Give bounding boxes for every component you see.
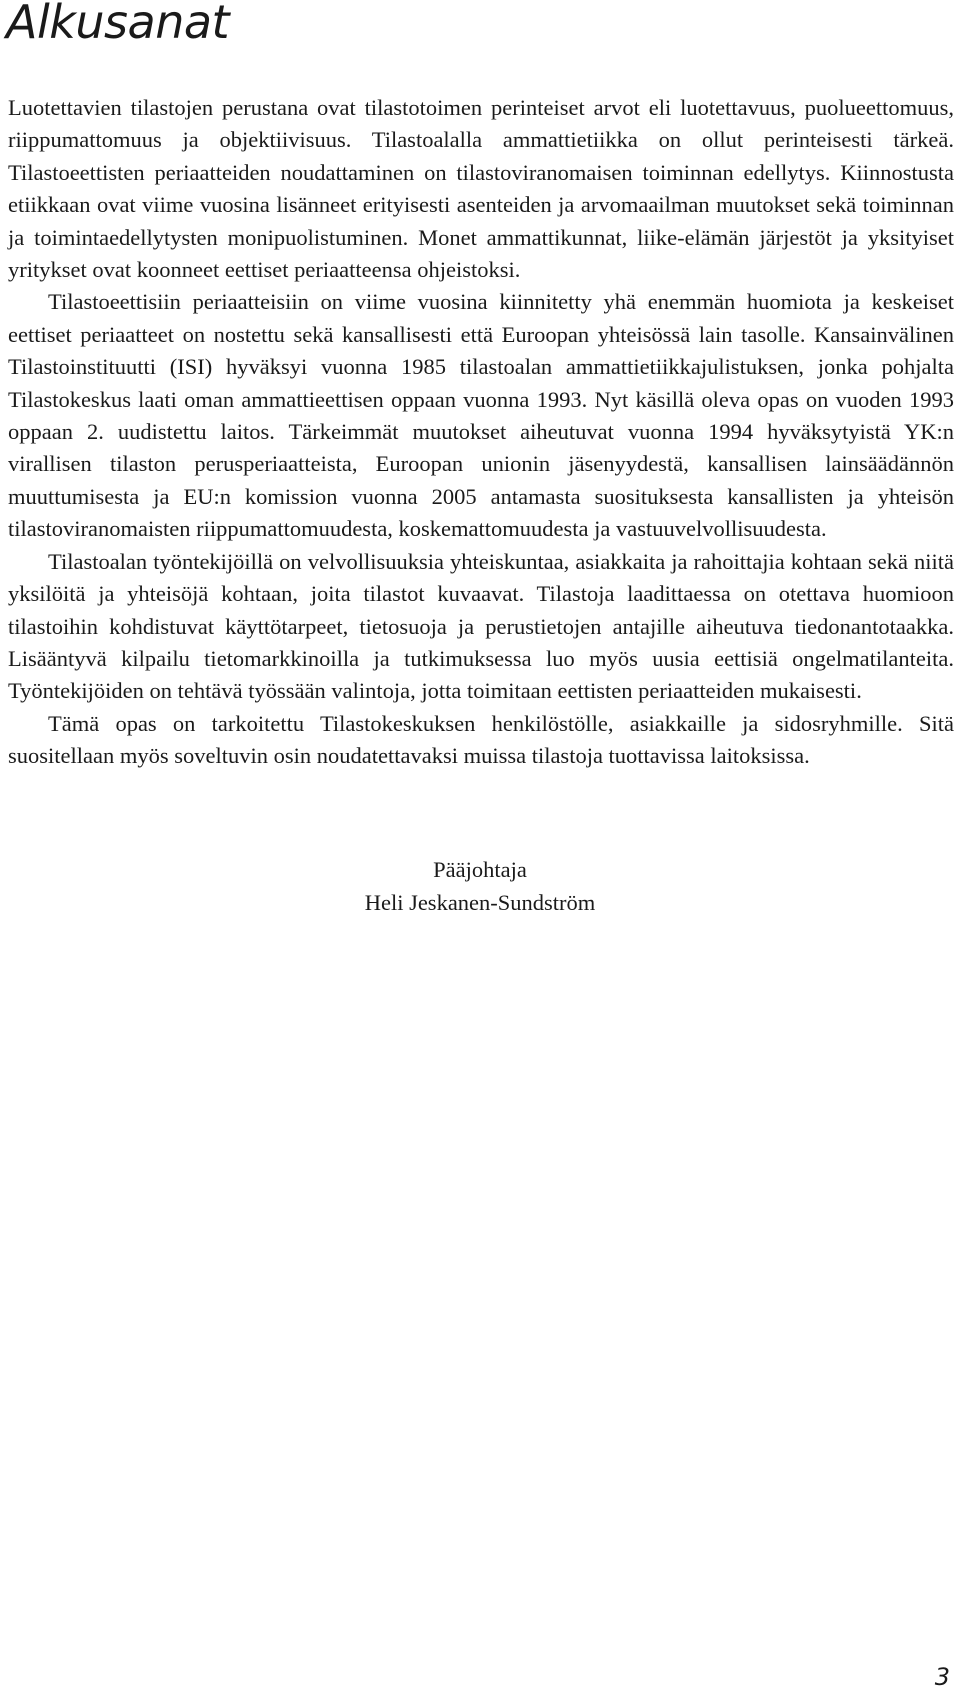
paragraph-1: Luotettavien tilastojen perustana ovat tilastotoimen perinteiset arvot eli luotettavuus, puolueettomuus, riippumattomuus ja objektiivisuus. Tilastoalalla ammattietiikka on ollut perinteisesti tärkeä. Tilastoeettisten periaatteiden noudattaminen on tilastoviranomaisen toiminnan edellytys. Kiinnostusta etiikkaan ovat viime vuosina lisänneet erityisesti asenteiden ja arvomaailman muutokset sekä toiminnan ja toimintaedellytysten monipuolistuminen. Monet ammattikunnat, liike-elämän järjestöt ja yksityiset yritykset ovat koonneet eettiset periaatteensa ohjeistoksi. [8, 95, 954, 283]
page-number: 3 [934, 1663, 950, 1691]
body-text [8, 92, 954, 773]
paragraph-2: Tilastoeettisiin periaatteisiin on viime vuosina kiinnitetty yhä enemmän huomiota ja keskeiset eettiset periaatteet on nostettu sekä kansallisesti että Euroopan yhteisössä lain tasolle. Kansainvälinen Tilastoinstituutti (ISI) hyväksyi vuonna 1985 tilastoalan ammattietiikkajulistuksen, jonka pohjalta Tilastokeskus laati oman ammattieettisen oppaan vuonna 1993. Nyt käsillä oleva opas on vuoden 1993 oppaan 2. uudistettu laitos. Tärkeimmät muutokset aiheutuvat vuonna 1994 hyväksytyistä YK:n virallisen tilaston perusperiaatteista, Euroopan unionin jäsenyydestä, kansallisen lainsäädännön muuttumisesta ja EU:n komission vuonna 2005 antamasta suosituksesta kansallisten ja yhteisön tilastoviranomaisten riippumattomuudesta, koskemattomuudesta ja vastuuvelvollisuudesta. [8, 289, 954, 542]
paragraph-4: Tämä opas on tarkoitettu Tilastokeskuksen henkilöstölle, asiakkaille ja sidosryhmille. Sitä suositellaan myös soveltuvin osin noudatettavaksi muissa tilastoja tuottavissa laitoksissa. [8, 710, 954, 769]
signature-block [0, 853, 960, 919]
signature-name: Heli Jeskanen-Sundström [364, 890, 596, 915]
page-title: Alkusanat [6, 0, 230, 49]
paragraph-3: Tilastoalan työntekijöillä on velvollisuuksia yhteiskuntaa, asiakkaita ja rahoittajia kohtaan sekä niitä yksilöitä ja yhteisöjä kohtaan, joita tilastot kuvaavat. Tilastoja laadittaessa on otettava huomioon tilastoihin kohdistuvat käyttötarpeet, tietosuoja ja perustietojen antajille aiheutuva tiedonantotaakka. Lisääntyvä kilpailu tietomarkkinoilla ja tutkimuksessa luo myös uusia eettisiä ongelmatilanteita. Työntekijöiden on tehtävä työssään valintoja, jotta toimitaan eettisten periaatteiden mukaisesti. [8, 548, 954, 704]
signature-title: Pääjohtaja [433, 857, 527, 882]
